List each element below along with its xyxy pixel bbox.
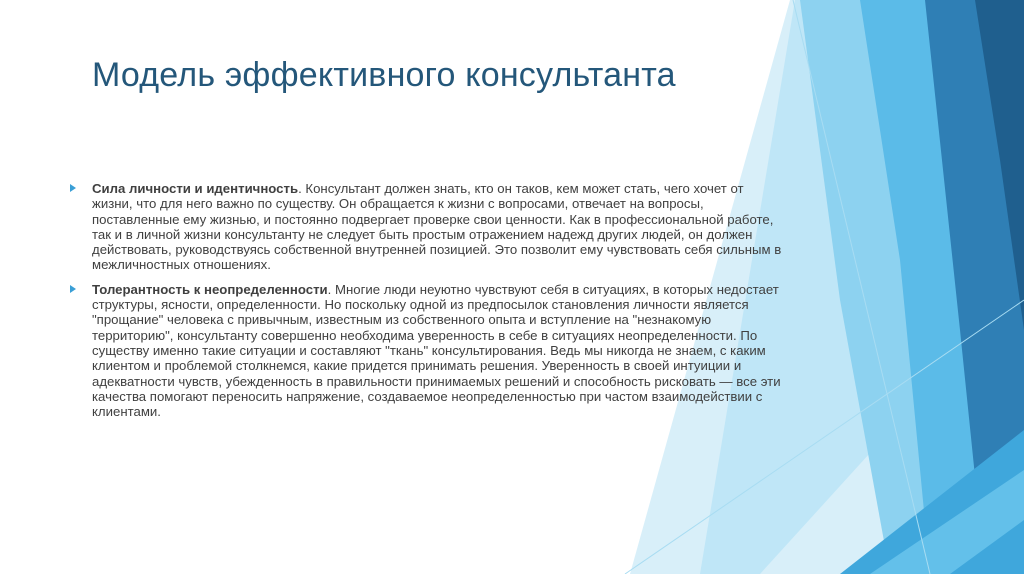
triangle-bullet-icon [70,285,76,293]
bullet-item-personality [70,181,782,273]
bullet-item-tolerance [70,282,782,420]
slide-title: Модель эффективного консультанта [92,56,676,94]
triangle-bullet-icon [70,184,76,192]
bullet-term: Толерантность к неопределенности [92,281,328,297]
bullet-term: Сила личности и идентичность [92,181,299,196]
bullet-list [70,181,782,428]
bullet-text: . Многие люди неуютно чувствуют себя в ситуациях, в которых недостает структуры, ясности, определенности. Но поскольку одной из предпосылок становления личности является "прощание" человека с привычным, известным из собственного опыта и вступление на "незнакомую территорию", консультанту совершенно необходима уверенность в себе в ситуациях неопределенности. По существу именно такие ситуации и составляют "ткань" консультирования. Ведь мы никогда не знаем, с каким клиентом и проблемой столкнемся, какие придется принимать решения. Уверенность в своей интуиции и адекватности чувств, убежденность в правильности принимаемых решений и способность рисковать — все эти качества помогают переносить напряжение, создаваемое неопределенностью при частом взаимодействии с клиентами. [92,281,781,420]
bullet-text: . Консультант должен знать, кто он таков, кем может стать, чего хочет от жизни, что для него важно по существу. Он обращается к жизни с вопросами, отвечает на вопросы, поставленные ему жизнью, и постоянно подвергает проверке свои ценности. Как в профессиональной работе, так и в личной жизни консультанту не следует быть простым отражением надежд других людей, он должен действовать, руководствуясь собственной внутренней позицией. Это позволит ему чувствовать себя сильным в межличностных отношениях. [92,181,782,273]
